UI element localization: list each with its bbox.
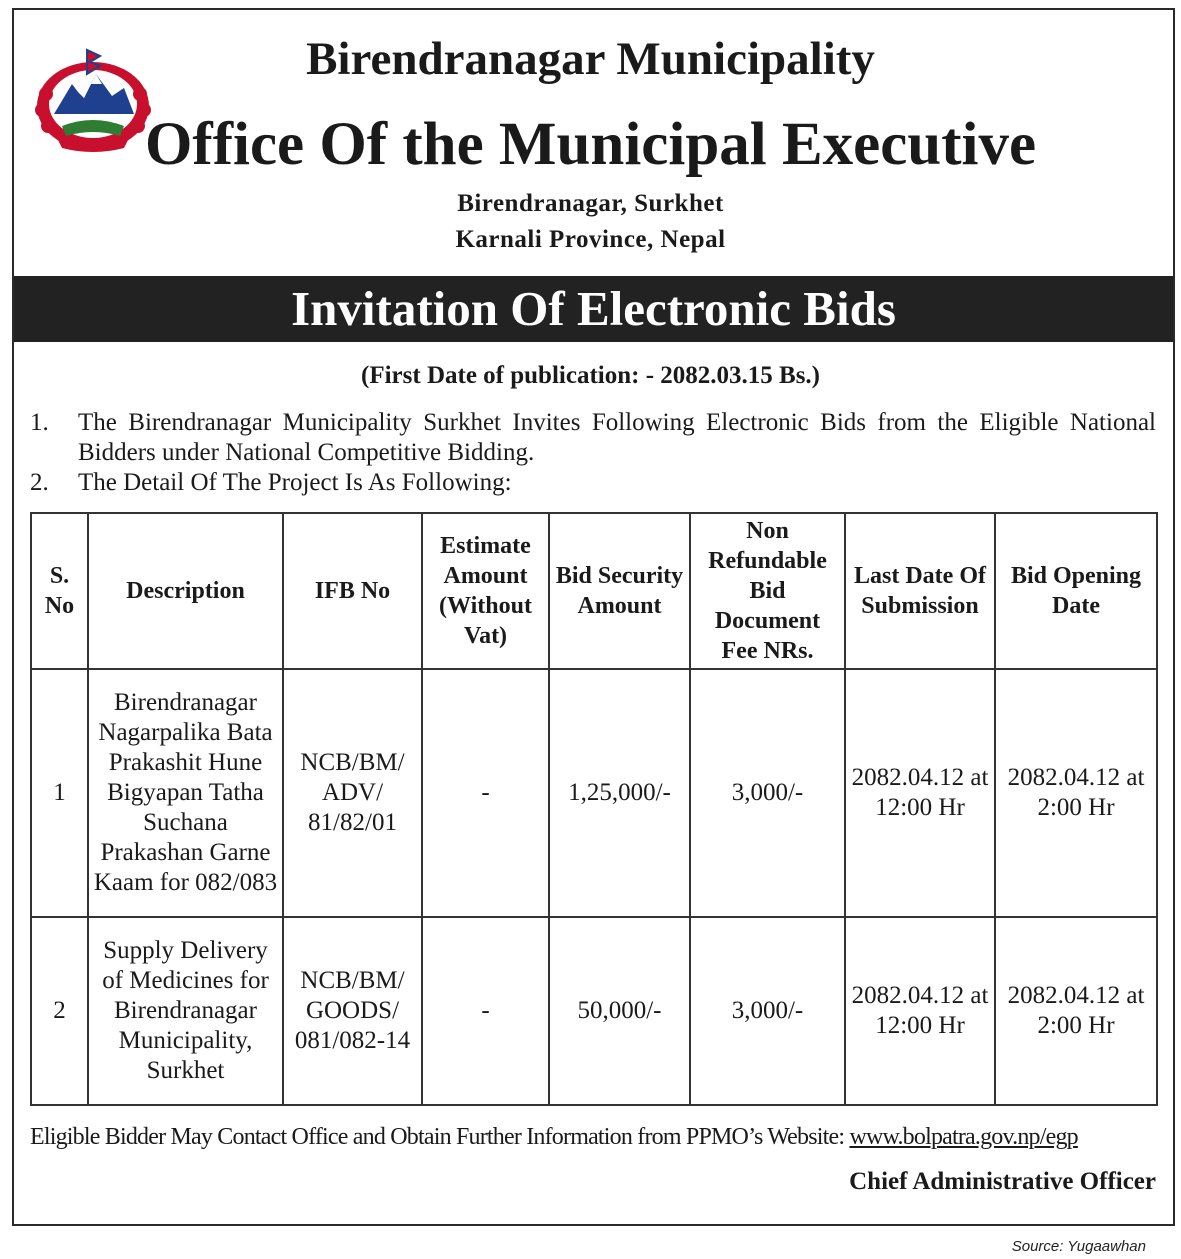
office-name: Office Of the Municipal Executive bbox=[144, 111, 1037, 178]
header-ifb-no: IFB No bbox=[283, 513, 422, 669]
point-text: The Detail Of The Project Is As Following: bbox=[78, 469, 512, 496]
header-description: Description bbox=[88, 513, 283, 669]
table-row bbox=[31, 669, 1157, 917]
header-estimate-amount: Estimate Amount (Without Vat) bbox=[422, 513, 549, 669]
cell-document-fee: 3,000/- bbox=[690, 917, 845, 1105]
table-header-row bbox=[31, 513, 1157, 669]
contact-note bbox=[30, 1124, 1078, 1151]
header-document-fee: Non Refundable Bid Document Fee NRs. bbox=[690, 513, 845, 669]
contact-text: Eligible Bidder May Contact Office and Obtain Further Information from PPMO’s Website: bbox=[30, 1124, 850, 1150]
publication-date: (First Date of publication: - 2082.03.15 Bs.) bbox=[361, 362, 820, 389]
cell-description: Supply Delivery of Medicines for Birendranagar Municipality, Surkhet bbox=[88, 917, 283, 1105]
cell-last-submission: 2082.04.12 at 12:00 Hr bbox=[845, 669, 995, 917]
header-bid-security: Bid Security Amount bbox=[549, 513, 690, 669]
notice-point-1 bbox=[30, 408, 1156, 468]
header-last-submission: Last Date Of Submission bbox=[845, 513, 995, 669]
point-text: The Birendranagar Municipality Surkhet Invites Following Electronic Bids from the Eligible National Bidders under National Competitive Bidding. bbox=[78, 409, 1156, 466]
notice-point-2 bbox=[30, 468, 1156, 498]
cell-bid-security: 50,000/- bbox=[549, 917, 690, 1105]
cell-last-submission: 2082.04.12 at 12:00 Hr bbox=[845, 917, 995, 1105]
notice-title-banner: Invitation Of Electronic Bids bbox=[14, 276, 1173, 342]
cell-ifb-no: NCB/BM/ GOODS/ 081/082-14 bbox=[283, 917, 422, 1105]
address-line-1: Birendranagar, Surkhet bbox=[457, 190, 724, 217]
cell-opening-date: 2082.04.12 at 2:00 Hr bbox=[995, 917, 1157, 1105]
table-row bbox=[31, 917, 1157, 1105]
cell-description: Birendranagar Nagarpalika Bata Prakashit Hune Bigyapan Tatha Suchana Prakashan Garne Kaam for 082/083 bbox=[88, 669, 283, 917]
source-credit: Source: Yugaawhan bbox=[1011, 1238, 1146, 1255]
cell-estimate: - bbox=[422, 917, 549, 1105]
address-line-2: Karnali Province, Nepal bbox=[455, 226, 726, 253]
org-name: Birendranagar Municipality bbox=[306, 33, 875, 85]
header-sno: S. No bbox=[31, 513, 88, 669]
cell-document-fee: 3,000/- bbox=[690, 669, 845, 917]
point-number: 1. bbox=[30, 409, 49, 436]
cell-bid-security: 1,25,000/- bbox=[549, 669, 690, 917]
ppmo-website-link[interactable]: www.bolpatra.gov.np/egp bbox=[849, 1124, 1078, 1150]
header-opening-date: Bid Opening Date bbox=[995, 513, 1157, 669]
cell-opening-date: 2082.04.12 at 2:00 Hr bbox=[995, 669, 1157, 917]
signatory: Chief Administrative Officer bbox=[849, 1168, 1156, 1195]
cell-ifb-no: NCB/BM/ ADV/ 81/82/01 bbox=[283, 669, 422, 917]
cell-sno: 1 bbox=[31, 669, 88, 917]
cell-sno: 2 bbox=[31, 917, 88, 1105]
point-number: 2. bbox=[30, 469, 49, 496]
bids-table bbox=[30, 512, 1158, 1106]
cell-estimate: - bbox=[422, 669, 549, 917]
